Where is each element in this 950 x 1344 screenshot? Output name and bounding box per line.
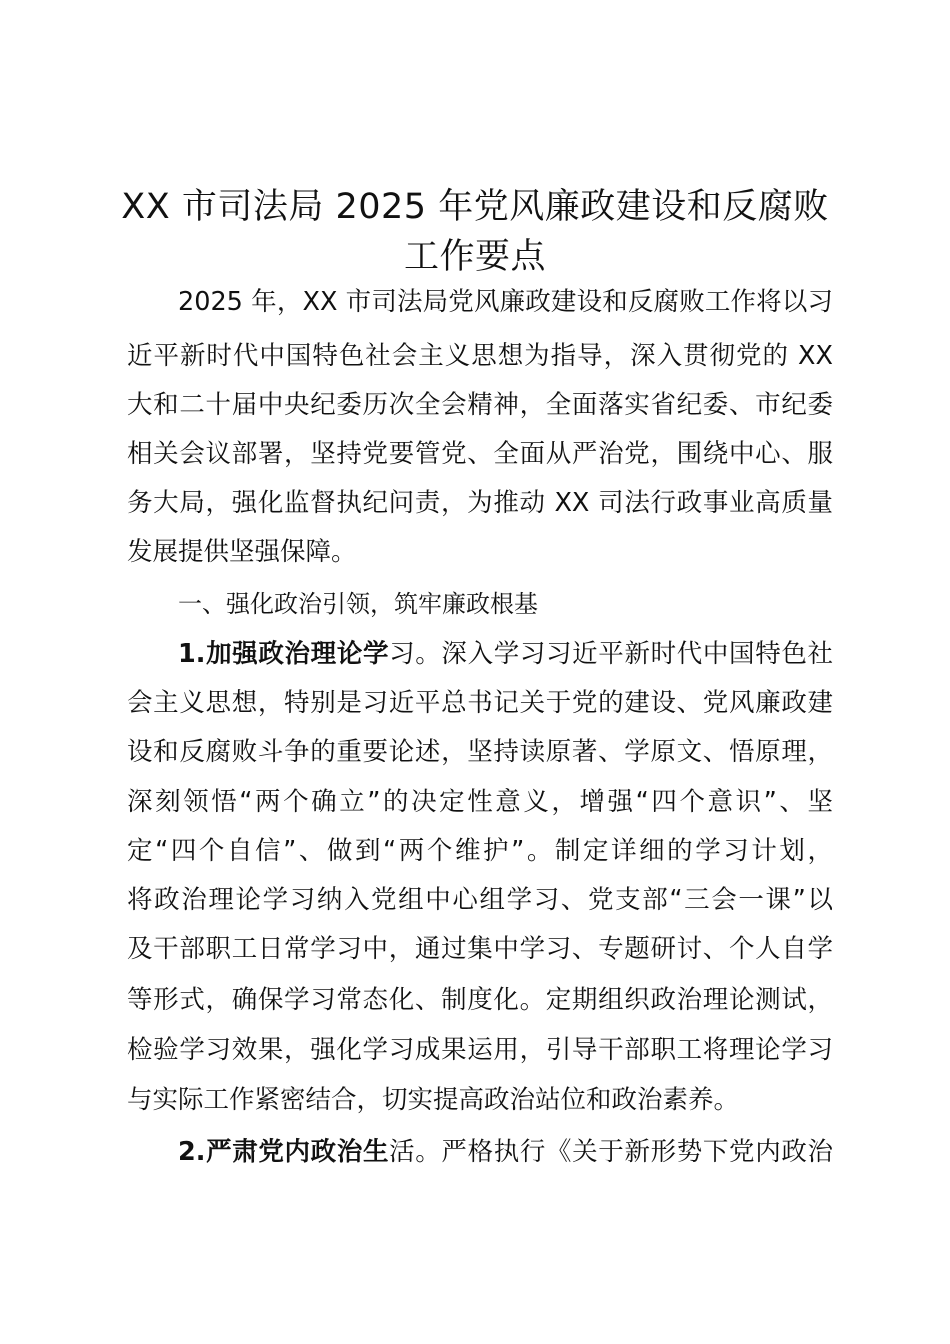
- item2-first-line: [178, 1136, 833, 1168]
- item1-line: 设和反腐败斗争的重要论述，坚持读原著、学原文、悟原理，: [127, 737, 833, 767]
- intro-line: 务大局，强化监督执纪问责，为推动 XX 司法行政事业高质量: [127, 488, 833, 518]
- intro-line: 相关会议部署，坚持党要管党、全面从严治党，围绕中心、服: [127, 439, 833, 469]
- item1-bold-title: 1.加强政治理论学: [178, 639, 390, 669]
- intro-line: 2025 年，XX 市司法局党风廉政建设和反腐败工作将以习: [178, 287, 833, 317]
- item1-line: 深刻领悟“两个确立”的决定性意义，增强“四个意识”、坚: [127, 787, 833, 817]
- item1-line: 检验学习效果，强化学习成果运用，引导干部职工将理论学习: [127, 1035, 833, 1065]
- item1-line: 等形式，确保学习常态化、制度化。定期组织政治理论测试，: [127, 985, 833, 1015]
- item2-bold-title: 2.严肃党内政治生: [178, 1137, 390, 1167]
- intro-line: 发展提供坚强保障。: [127, 537, 357, 567]
- document-title-line-2: 工作要点: [403, 237, 546, 277]
- intro-line: 近平新时代中国特色社会主义思想为指导，深入贯彻党的 XX: [127, 341, 833, 371]
- item1-first-line: [178, 638, 833, 670]
- item1-line: 及干部职工日常学习中，通过集中学习、专题研讨、个人自学: [127, 934, 833, 964]
- item1-line: 将政治理论学习纳入党组中心组学习、党支部“三会一课”以: [127, 885, 833, 915]
- item1-first-rest: 习。深入学习习近平新时代中国特色社: [389, 639, 833, 669]
- intro-line: 大和二十届中央纪委历次全会精神，全面落实省纪委、市纪委: [127, 390, 833, 420]
- document-title-line-1: XX 市司法局 2025 年党风廉政建设和反腐败: [121, 187, 829, 227]
- item1-line: 会主义思想，特别是习近平总书记关于党的建设、党风廉政建: [127, 688, 833, 718]
- item1-line: 定“四个自信”、做到“两个维护”。制定详细的学习计划，: [127, 836, 833, 866]
- section-heading: 一、强化政治引领，筑牢廉政根基: [178, 590, 538, 618]
- item1-line: 与实际工作紧密结合，切实提高政治站位和政治素养。: [127, 1085, 740, 1115]
- item2-first-rest: 活。严格执行《关于新形势下党内政治: [389, 1137, 833, 1167]
